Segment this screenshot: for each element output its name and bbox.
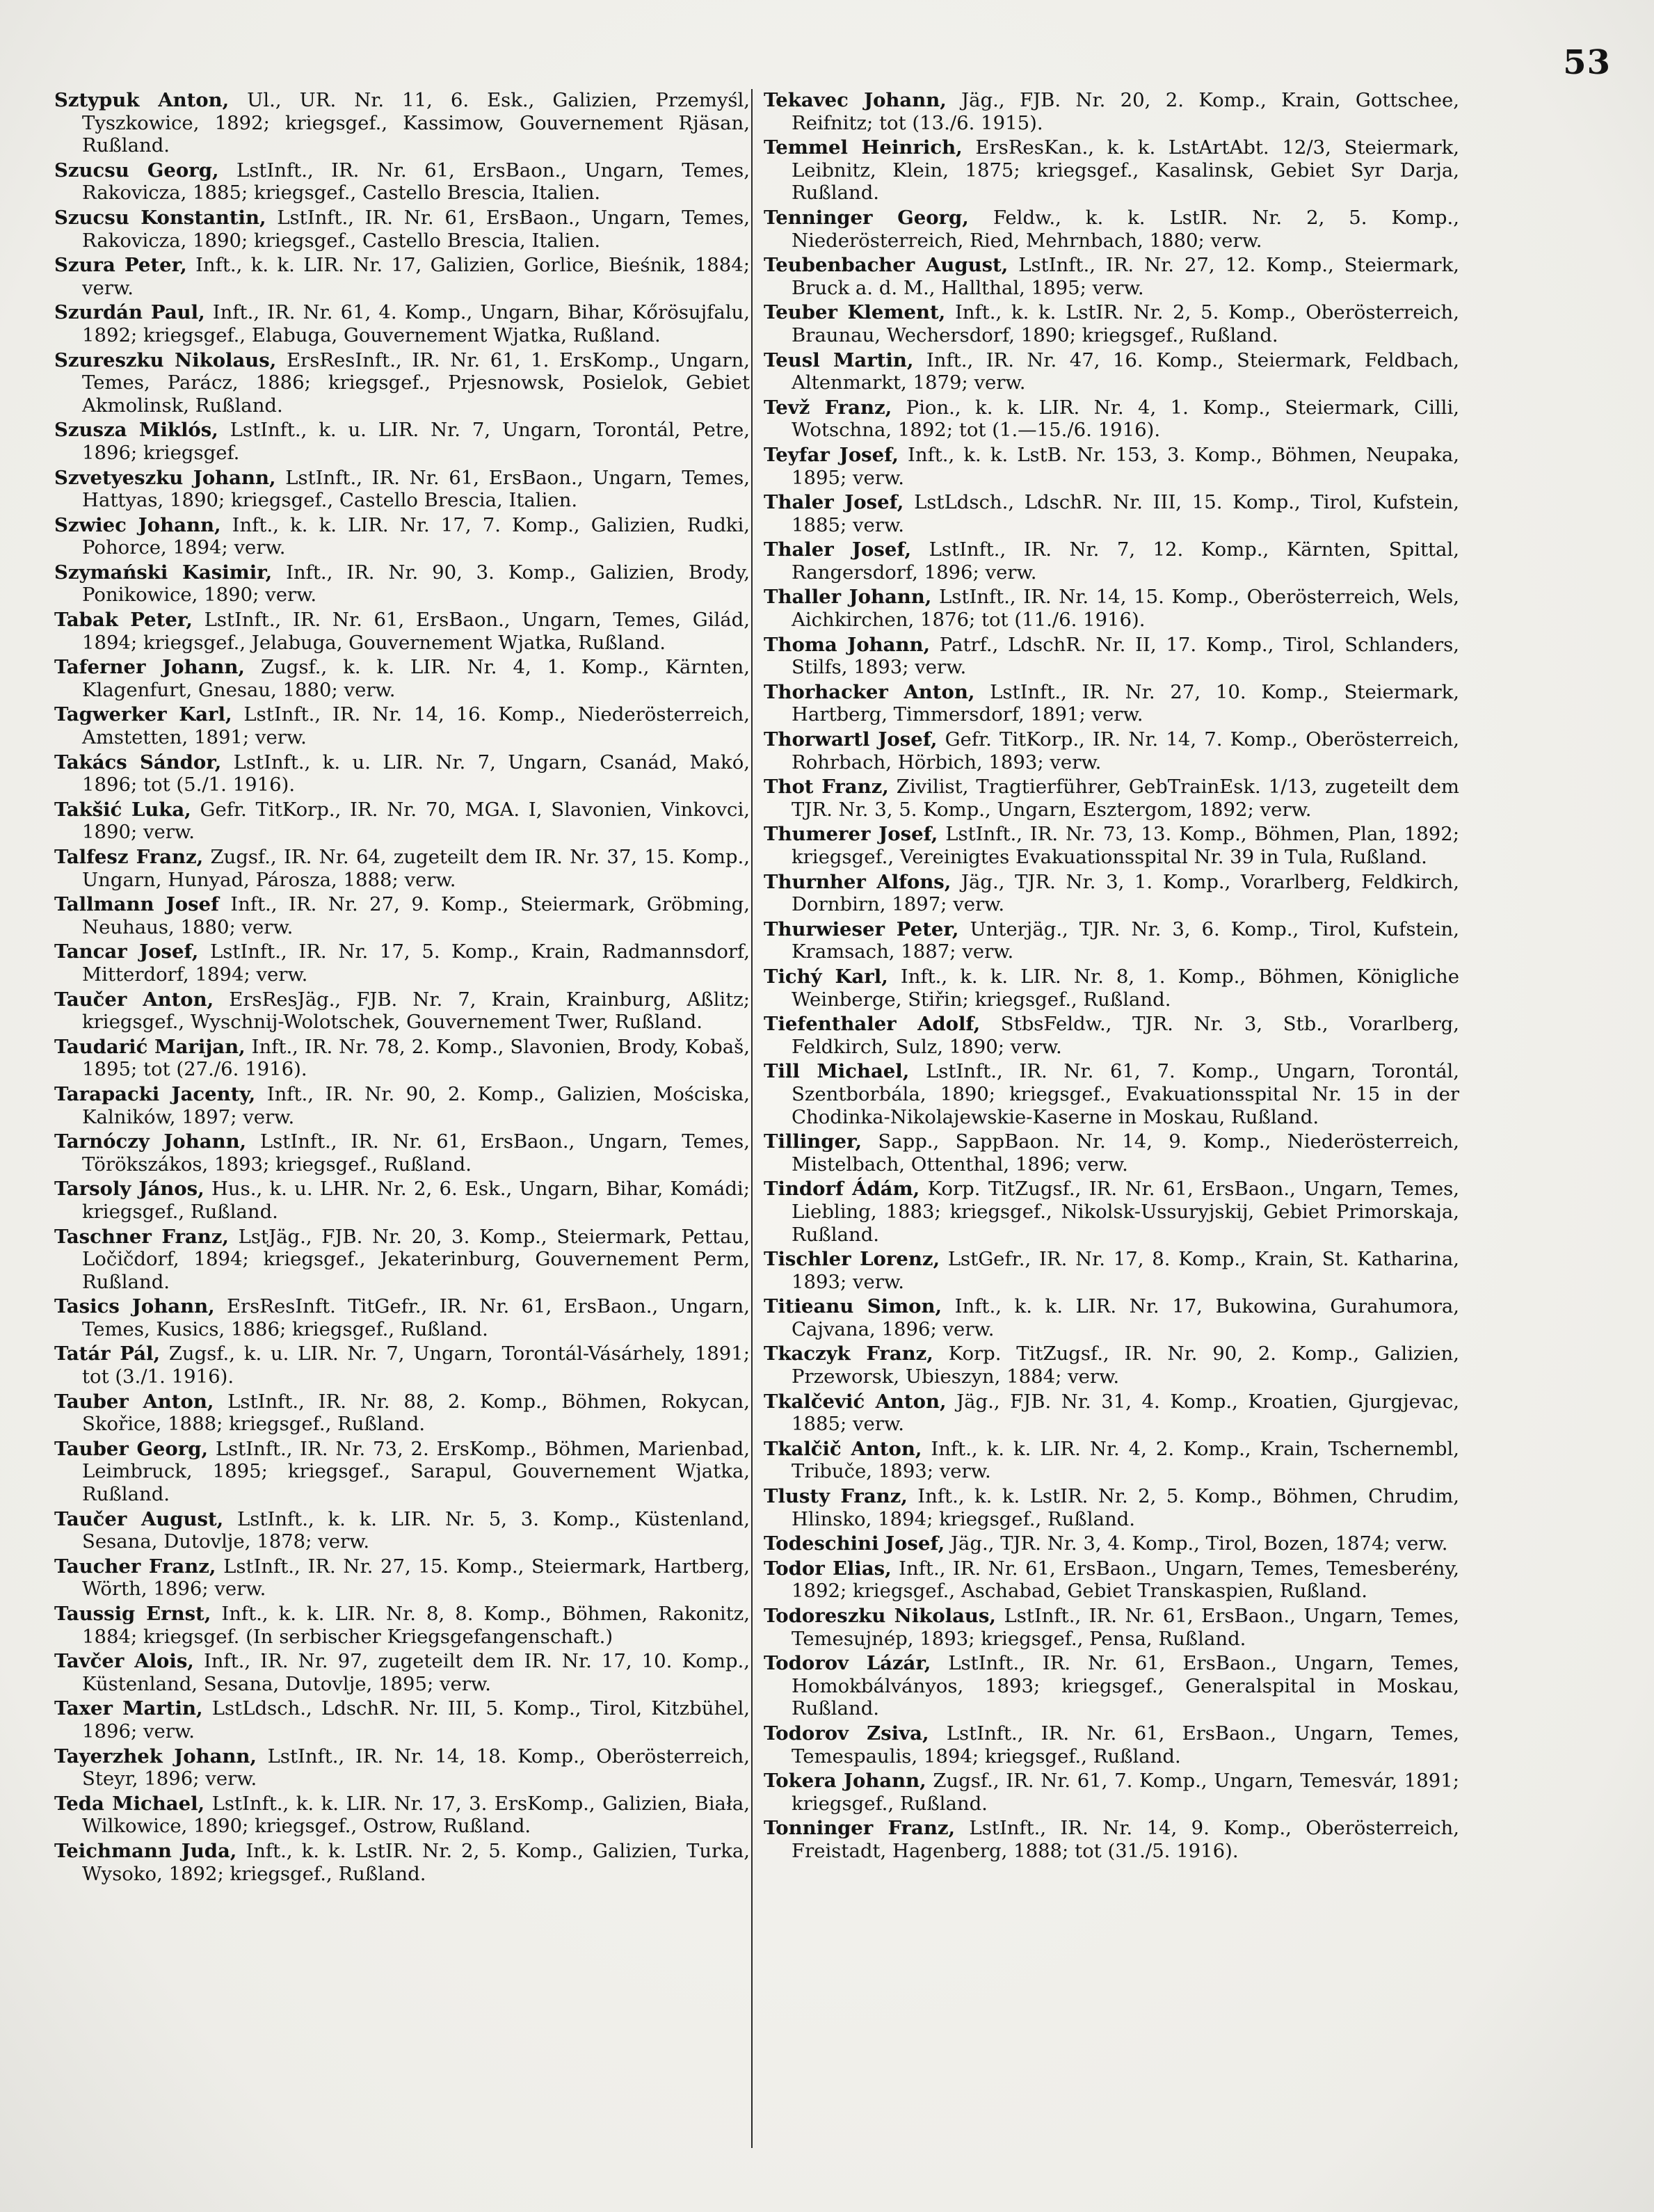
entry-name: Tkalčič Anton, bbox=[764, 1437, 922, 1460]
entry-details: Gefr. TitKorp., IR. Nr. 14, 7. Komp., Oberösterreich, Rohrbach, Hörbich, 1893; verw. bbox=[792, 728, 1459, 774]
entry-name: Thurwieser Peter, bbox=[764, 917, 959, 940]
entry-name: Szura Peter, bbox=[54, 254, 187, 277]
register-entry bbox=[764, 1178, 1459, 1246]
entry-details: Zugsf., IR. Nr. 64, zugeteilt dem IR. Nr. 37, 15. Komp., Ungarn, Hunyad, Párosza, 1888; verw. bbox=[82, 846, 750, 891]
register-entry bbox=[764, 1817, 1459, 1862]
entry-details: Inft., k. k. LIR. Nr. 4, 2. Komp., Krain, Tschernembl, Tribuče, 1893; verw. bbox=[792, 1437, 1459, 1483]
register-entry bbox=[764, 396, 1459, 442]
entry-details: LstJäg., FJB. Nr. 20, 3. Komp., Steiermark, Pettau, Ločičdorf, 1894; kriegsgef., Jekaterinburg, Gouvernement Perm, Rußland. bbox=[82, 1225, 750, 1293]
register-entry bbox=[764, 1532, 1459, 1555]
entry-name: Taucher Franz, bbox=[54, 1555, 216, 1578]
entry-details: LstInft., IR. Nr. 14, 15. Komp., Oberösterreich, Wels, Aichkirchen, 1876; tot (11./6. 1916). bbox=[792, 586, 1459, 632]
register-entry bbox=[54, 1650, 750, 1695]
register-entry bbox=[54, 89, 750, 157]
entry-name: Sztypuk Anton, bbox=[54, 89, 230, 111]
entry-name: Tevž Franz, bbox=[764, 396, 892, 419]
entry-details: LstInft., IR. Nr. 27, 15. Komp., Steiermark, Hartberg, Wörth, 1896; verw. bbox=[82, 1555, 750, 1601]
register-entry bbox=[54, 1130, 750, 1176]
entry-name: Tekavec Johann, bbox=[764, 89, 947, 111]
register-entry bbox=[54, 301, 750, 346]
register-entry bbox=[764, 349, 1459, 394]
entry-details: Inft., k. k. LstB. Nr. 153, 3. Komp., Böhmen, Neupaka, 1895; verw. bbox=[792, 443, 1460, 489]
register-entry bbox=[54, 893, 750, 938]
entry-details: LstInft., IR. Nr. 14, 16. Komp., Niederösterreich, Amstetten, 1891; verw. bbox=[82, 703, 750, 749]
entry-name: Tonninger Franz, bbox=[764, 1817, 956, 1840]
entry-details: LstInft., IR. Nr. 61, 7. Komp., Ungarn, Torontál, Szentborbála, 1890; kriegsgef., Evakuationsspital Nr. 15 in der Chodinka-Nikolajewskie-Kaserne in Moskau, Rußland. bbox=[792, 1060, 1460, 1128]
entry-details: Pion., k. k. LIR. Nr. 4, 1. Komp., Steiermark, Cilli, Wotschna, 1892; tot (1.—15./6. 1916). bbox=[792, 396, 1459, 442]
register-entry bbox=[54, 1697, 750, 1742]
entry-details: Inft., k. k. LIR. Nr. 8, 8. Komp., Böhmen, Rakonitz, 1884; kriegsgef. (In serbischer Kriegsgefangenschaft.) bbox=[82, 1603, 750, 1648]
entry-details: Inft., IR. Nr. 97, zugeteilt dem IR. Nr. 17, 10. Komp., Küstenland, Sesana, Dutovlje, 1895; verw. bbox=[82, 1650, 750, 1695]
entry-details: LstInft., IR. Nr. 14, 9. Komp., Oberösterreich, Freistadt, Hagenberg, 1888; tot (31./5. 1916). bbox=[792, 1817, 1459, 1862]
entry-details: Patrf., LdschR. Nr. II, 17. Komp., Tirol, Schlanders, Stilfs, 1893; verw. bbox=[792, 633, 1459, 679]
entry-details: ErsResInft., IR. Nr. 61, 1. ErsKomp., Ungarn, Temes, Parácz, 1886; kriegsgef., Prjesnowsk, Posielok, Gebiet Akmolinsk, Rußland. bbox=[82, 348, 750, 417]
entry-name: Todoreszku Nikolaus, bbox=[764, 1605, 996, 1627]
register-entry bbox=[764, 1060, 1459, 1128]
entry-details: LstInft., IR. Nr. 7, 12. Komp., Kärnten, Spittal, Rangersdorf, 1896; verw. bbox=[792, 538, 1459, 584]
entry-details: LstInft., IR. Nr. 61, ErsBaon., Ungarn, Temes, Törökszákos, 1893; kriegsgef., Rußland. bbox=[82, 1130, 750, 1176]
entry-details: LstGefr., IR. Nr. 17, 8. Komp., Krain, St. Katharina, 1893; verw. bbox=[792, 1248, 1459, 1293]
entry-name: Tavčer Alois, bbox=[54, 1650, 194, 1673]
register-entry bbox=[54, 988, 750, 1034]
entry-details: Zugsf., k. k. LIR. Nr. 4, 1. Komp., Kärnten, Klagenfurt, Gnesau, 1880; verw. bbox=[82, 656, 750, 701]
entry-details: Inft., IR. Nr. 78, 2. Komp., Slavonien, Brody, Kobaš, 1895; tot (27./6. 1916). bbox=[82, 1035, 750, 1081]
entry-name: Taussig Ernst, bbox=[54, 1603, 211, 1625]
register-entry bbox=[54, 1603, 750, 1648]
entry-name: Tallmann Josef bbox=[54, 893, 219, 916]
entry-name: Szvetyeszku Johann, bbox=[54, 466, 276, 489]
entry-name: Thumerer Josef, bbox=[764, 823, 938, 846]
entry-name: Thorhacker Anton, bbox=[764, 680, 975, 703]
register-entry bbox=[764, 1485, 1459, 1530]
entry-details: LstInft., IR. Nr. 61, ErsBaon., Ungarn, Temes, Rakovicza, 1890; kriegsgef., Castello Brescia, Italien. bbox=[82, 206, 750, 252]
register-entry bbox=[764, 136, 1459, 205]
entry-details: Korp. TitZugsf., IR. Nr. 61, ErsBaon., Ungarn, Temes, Liebling, 1883; kriegsgef., Nikolsk-Ussuryjskij, Gebiet Primorskaja, Rußland. bbox=[792, 1178, 1459, 1246]
entry-details: Inft., IR. Nr. 90, 2. Komp., Galizien, Mościska, Kalników, 1897; verw. bbox=[82, 1082, 750, 1128]
register-entry bbox=[764, 776, 1459, 821]
register-entry bbox=[54, 846, 750, 891]
register-entry bbox=[764, 538, 1459, 584]
entry-name: Tokera Johann, bbox=[764, 1770, 926, 1793]
register-entry bbox=[54, 940, 750, 986]
entry-name: Todeschini Josef, bbox=[764, 1532, 945, 1555]
register-entry bbox=[54, 656, 750, 701]
register-entry bbox=[54, 467, 750, 512]
entry-details: Inft., IR. Nr. 47, 16. Komp., Steiermark, Feldbach, Altenmarkt, 1879; verw. bbox=[792, 348, 1459, 394]
entry-name: Talfesz Franz, bbox=[54, 846, 204, 868]
entry-details: Inft., k. k. LIR. Nr. 8, 1. Komp., Böhmen, Königliche Weinberge, Stiřin; kriegsgef., Rußland. bbox=[792, 965, 1459, 1011]
register-entry bbox=[764, 1013, 1459, 1058]
entry-name: Thoma Johann, bbox=[764, 633, 931, 656]
entry-details: LstInft., IR. Nr. 61, ErsBaon., Ungarn, Temes, Rakovicza, 1885; kriegsgef., Castello Brescia, Italien. bbox=[82, 159, 750, 205]
entry-details: Inft., k. k. LstIR. Nr. 2, 5. Komp., Oberösterreich, Braunau, Wechersdorf, 1890; kriegsgef., Rußland. bbox=[792, 301, 1459, 346]
entry-details: ErsResKan., k. k. LstArtAbt. 12/3, Steiermark, Leibnitz, Klein, 1875; kriegsgef., Kasalinsk, Gebiet Syr Darja, Rußland. bbox=[792, 136, 1459, 205]
entry-name: Tayerzhek Johann, bbox=[54, 1745, 257, 1768]
register-entry bbox=[54, 1745, 750, 1790]
entry-name: Tarsoly János, bbox=[54, 1178, 204, 1201]
entry-name: Taučer Anton, bbox=[54, 988, 214, 1011]
register-entry bbox=[764, 871, 1459, 916]
entry-details: LstInft., k. u. LIR. Nr. 7, Ungarn, Torontál, Petre, 1896; kriegsgef. bbox=[82, 419, 750, 464]
entry-details: Inft., IR. Nr. 61, ErsBaon., Ungarn, Temes, Temesberény, 1892; kriegsgef., Aschabad, Gebiet Transkaspien, Rußland. bbox=[792, 1557, 1459, 1603]
entry-details: Hus., k. u. LHR. Nr. 2, 6. Esk., Ungarn, Bihar, Komádi; kriegsgef., Rußland. bbox=[82, 1178, 750, 1223]
entry-details: LstInft., IR. Nr. 14, 18. Komp., Oberösterreich, Steyr, 1896; verw. bbox=[82, 1745, 750, 1790]
entry-name: Teuber Klement, bbox=[764, 301, 946, 324]
register-entry bbox=[764, 1722, 1459, 1768]
entry-name: Taučer August, bbox=[54, 1507, 224, 1530]
entry-name: Thot Franz, bbox=[764, 776, 889, 799]
entry-name: Tarapacki Jacenty, bbox=[54, 1082, 256, 1105]
register-entry bbox=[54, 1793, 750, 1838]
register-entry bbox=[54, 609, 750, 654]
column-divider bbox=[751, 89, 753, 2148]
entry-details: Feldw., k. k. LstIR. Nr. 2, 5. Komp., Niederösterreich, Ried, Mehrnbach, 1880; verw. bbox=[792, 206, 1459, 252]
register-entry bbox=[54, 419, 750, 464]
entry-details: LstInft., k. k. LIR. Nr. 5, 3. Komp., Küstenland, Sesana, Dutovlje, 1878; verw. bbox=[82, 1507, 750, 1553]
entry-name: Thaler Josef, bbox=[764, 491, 904, 514]
register-entry bbox=[54, 561, 750, 607]
register-entry bbox=[764, 681, 1459, 726]
entry-details: LstInft., IR. Nr. 61, ErsBaon., Ungarn, Temes, Homokbálványos, 1893; kriegsgef., Generalspital in Moskau, Rußland. bbox=[792, 1652, 1459, 1720]
register-entry bbox=[764, 1390, 1459, 1436]
entry-name: Tenninger Georg, bbox=[764, 206, 969, 229]
register-entry bbox=[764, 301, 1459, 346]
entry-details: LstInft., IR. Nr. 73, 13. Komp., Böhmen, Plan, 1892; kriegsgef., Vereinigtes Evakuationsspital Nr. 39 in Tula, Rußland. bbox=[792, 823, 1459, 868]
right-column bbox=[764, 89, 1459, 1865]
entry-details: LstInft., k. u. LIR. Nr. 7, Ungarn, Csanád, Makó, 1896; tot (5./1. 1916). bbox=[82, 751, 750, 796]
register-entry bbox=[764, 634, 1459, 679]
register-entry bbox=[54, 1840, 750, 1885]
register-entry bbox=[764, 1343, 1459, 1388]
entry-name: Tiefenthaler Adolf, bbox=[764, 1013, 981, 1036]
entry-details: ErsResJäg., FJB. Nr. 7, Krain, Krainburg, Aßlitz; kriegsgef., Wyschnij-Wolotschek, Gouvernement Twer, Rußland. bbox=[82, 988, 750, 1034]
register-entry bbox=[764, 586, 1459, 631]
entry-name: Thorwartl Josef, bbox=[764, 728, 938, 751]
register-entry bbox=[54, 1438, 750, 1506]
entry-name: Todorov Lázár, bbox=[764, 1652, 931, 1675]
entry-details: Unterjäg., TJR. Nr. 3, 6. Komp., Tirol, Kufstein, Kramsach, 1887; verw. bbox=[792, 917, 1460, 963]
register-entry bbox=[54, 1083, 750, 1128]
entry-name: Todor Elias, bbox=[764, 1557, 892, 1580]
entry-name: Tauber Anton, bbox=[54, 1390, 214, 1413]
entry-details: Zugsf., k. u. LIR. Nr. 7, Ungarn, Torontál-Vásárhely, 1891; tot (3./1. 1916). bbox=[82, 1343, 750, 1388]
entry-name: Taschner Franz, bbox=[54, 1225, 229, 1248]
register-entry bbox=[764, 1557, 1459, 1603]
entry-details: LstInft., IR. Nr. 27, 12. Komp., Steiermark, Bruck a. d. M., Hallthal, 1895; verw. bbox=[792, 254, 1459, 299]
entry-name: Tkaczyk Franz, bbox=[764, 1343, 933, 1365]
entry-details: Inft., k. k. LIR. Nr. 17, Galizien, Gorlice, Bieśnik, 1884; verw. bbox=[82, 254, 750, 299]
entry-details: Zugsf., IR. Nr. 61, 7. Komp., Ungarn, Temesvár, 1891; kriegsgef., Rußland. bbox=[792, 1770, 1459, 1815]
entry-details: Korp. TitZugsf., IR. Nr. 90, 2. Komp., Galizien, Przeworsk, Ubieszyn, 1884; verw. bbox=[792, 1343, 1460, 1388]
entry-name: Teusl Martin, bbox=[764, 348, 914, 371]
entry-details: LstInft., IR. Nr. 61, ErsBaon., Ungarn, Temes, Temespaulis, 1894; kriegsgef., Rußland. bbox=[792, 1722, 1459, 1768]
register-entry bbox=[764, 207, 1459, 252]
register-entry bbox=[764, 1295, 1459, 1340]
register-entry bbox=[764, 1248, 1459, 1293]
entry-name: Teyfar Josef, bbox=[764, 443, 899, 466]
entry-name: Todorov Zsiva, bbox=[764, 1722, 929, 1745]
register-entry bbox=[54, 1508, 750, 1553]
entry-name: Teda Michael, bbox=[54, 1792, 205, 1815]
register-entry bbox=[54, 1178, 750, 1223]
entry-name: Taudarić Marijan, bbox=[54, 1035, 246, 1058]
register-entry bbox=[764, 918, 1459, 963]
entry-name: Till Michael, bbox=[764, 1060, 910, 1083]
entry-name: Tkalčević Anton, bbox=[764, 1390, 947, 1413]
entry-name: Szusza Miklós, bbox=[54, 419, 218, 442]
entry-name: Tillinger, bbox=[764, 1130, 862, 1153]
entry-name: Tichý Karl, bbox=[764, 965, 888, 988]
entry-details: Gefr. TitKorp., IR. Nr. 70, MGA. I, Slavonien, Vinkovci, 1890; verw. bbox=[82, 798, 750, 844]
register-entry bbox=[54, 703, 750, 748]
entry-name: Tagwerker Karl, bbox=[54, 703, 232, 726]
entry-name: Tindorf Ádám, bbox=[764, 1178, 920, 1201]
entry-name: Temmel Heinrich, bbox=[764, 136, 963, 159]
entry-name: Szucsu Georg, bbox=[54, 159, 219, 182]
entry-name: Thurnher Alfons, bbox=[764, 870, 952, 893]
entry-name: Szucsu Konstantin, bbox=[54, 206, 266, 229]
register-entry bbox=[54, 1036, 750, 1081]
entry-details: Inft., IR. Nr. 61, 4. Komp., Ungarn, Bihar, Kőrösujfalu, 1892; kriegsgef., Elabuga, Gouvernement Wjatka, Rußland. bbox=[82, 301, 750, 346]
entry-name: Thaller Johann, bbox=[764, 586, 932, 609]
register-entry bbox=[54, 1555, 750, 1601]
entry-details: Inft., k. k. LIR. Nr. 17, 7. Komp., Galizien, Rudki, Pohorce, 1894; verw. bbox=[82, 513, 750, 559]
entry-details: Jäg., TJR. Nr. 3, 4. Komp., Tirol, Bozen, 1874; verw. bbox=[945, 1532, 1448, 1555]
entry-name: Titieanu Simon, bbox=[764, 1295, 942, 1318]
register-entry bbox=[54, 1226, 750, 1294]
entry-details: ErsResInft. TitGefr., IR. Nr. 61, ErsBaon., Ungarn, Temes, Kusics, 1886; kriegsgef., Rußland. bbox=[82, 1295, 750, 1340]
entry-details: LstInft., IR. Nr. 61, ErsBaon., Ungarn, Temes, Temesujnép, 1893; kriegsgef., Pensa, Rußland. bbox=[792, 1605, 1459, 1650]
entry-details: LstInft., IR. Nr. 88, 2. Komp., Böhmen, Rokycan, Skořice, 1888; kriegsgef., Rußland. bbox=[82, 1390, 750, 1436]
register-entry bbox=[54, 159, 750, 205]
entry-name: Tasics Johann, bbox=[54, 1295, 215, 1318]
entry-details: Jäg., TJR. Nr. 3, 1. Komp., Vorarlberg, Feldkirch, Dornbirn, 1897; verw. bbox=[792, 870, 1459, 916]
entry-name: Thaler Josef, bbox=[764, 538, 912, 561]
entry-name: Tatár Pál, bbox=[54, 1343, 161, 1365]
entry-name: Tlusty Franz, bbox=[764, 1485, 908, 1508]
entry-name: Tauber Georg, bbox=[54, 1437, 209, 1460]
entry-details: Inft., k. k. LIR. Nr. 17, Bukowina, Gurahumora, Cajvana, 1896; verw. bbox=[792, 1295, 1459, 1340]
entry-name: Tischler Lorenz, bbox=[764, 1248, 940, 1271]
entry-details: Ul., UR. Nr. 11, 6. Esk., Galizien, Przemyśl, Tyszkowice, 1892; kriegsgef., Kassimow, Gouvernement Rjäsan, Rußland. bbox=[82, 89, 750, 157]
entry-details: Inft., k. k. LstIR. Nr. 2, 5. Komp., Böhmen, Chrudim, Hlinsko, 1894; kriegsgef., Rußland. bbox=[792, 1485, 1459, 1530]
entry-name: Szymański Kasimir, bbox=[54, 561, 273, 584]
entry-name: Taferner Johann, bbox=[54, 656, 245, 679]
entry-name: Tarnóczy Johann, bbox=[54, 1130, 247, 1153]
entry-details: Sapp., SappBaon. Nr. 14, 9. Komp., Niederösterreich, Mistelbach, Ottenthal, 1896; verw. bbox=[792, 1130, 1459, 1176]
register-entry bbox=[764, 728, 1459, 774]
entry-name: Takšić Luka, bbox=[54, 798, 191, 821]
entry-name: Takács Sándor, bbox=[54, 751, 222, 774]
entry-details: LstLdsch., LdschR. Nr. III, 15. Komp., Tirol, Kufstein, 1885; verw. bbox=[792, 491, 1459, 536]
entry-name: Teichmann Juda, bbox=[54, 1839, 237, 1862]
entry-details: Inft., k. k. LstIR. Nr. 2, 5. Komp., Galizien, Turka, Wysoko, 1892; kriegsgef., Rußland. bbox=[82, 1839, 750, 1885]
entry-details: Jäg., FJB. Nr. 20, 2. Komp., Krain, Gottschee, Reifnitz; tot (13./6. 1915). bbox=[792, 89, 1459, 134]
entry-details: LstLdsch., LdschR. Nr. III, 5. Komp., Tirol, Kitzbühel, 1896; verw. bbox=[82, 1697, 750, 1742]
register-entry bbox=[764, 1605, 1459, 1650]
page-number: 53 bbox=[1563, 43, 1611, 82]
entry-details: Inft., IR. Nr. 90, 3. Komp., Galizien, Brody, Ponikowice, 1890; verw. bbox=[82, 561, 750, 607]
register-entry bbox=[764, 1130, 1459, 1176]
register-entry bbox=[54, 514, 750, 559]
entry-name: Szwiec Johann, bbox=[54, 513, 221, 536]
entry-details: Jäg., FJB. Nr. 31, 4. Komp., Kroatien, Gjurgjevac, 1885; verw. bbox=[792, 1390, 1459, 1436]
register-entry bbox=[54, 1295, 750, 1340]
register-entry bbox=[764, 491, 1459, 536]
entry-details: LstInft., IR. Nr. 17, 5. Komp., Krain, Radmannsdorf, Mitterdorf, 1894; verw. bbox=[82, 940, 750, 986]
register-entry bbox=[764, 89, 1459, 134]
register-entry bbox=[764, 444, 1459, 489]
register-entry bbox=[764, 254, 1459, 299]
entry-details: StbsFeldw., TJR. Nr. 3, Stb., Vorarlberg, Feldkirch, Sulz, 1890; verw. bbox=[792, 1013, 1459, 1058]
register-entry bbox=[54, 207, 750, 252]
register-entry bbox=[54, 1343, 750, 1388]
entry-name: Szureszku Nikolaus, bbox=[54, 348, 277, 371]
register-entry bbox=[54, 254, 750, 299]
register-entry bbox=[764, 965, 1459, 1011]
entry-details: LstInft., IR. Nr. 61, ErsBaon., Ungarn, Temes, Gilád, 1894; kriegsgef., Jelabuga, Gouvernement Wjatka, Rußland. bbox=[82, 609, 750, 654]
register-entry bbox=[54, 1390, 750, 1436]
register-entry bbox=[54, 799, 750, 844]
register-entry bbox=[764, 823, 1459, 868]
register-entry bbox=[764, 1438, 1459, 1483]
register-entry bbox=[764, 1652, 1459, 1720]
entry-details: LstInft., IR. Nr. 27, 10. Komp., Steiermark, Hartberg, Timmersdorf, 1891; verw. bbox=[792, 680, 1459, 726]
entry-details: Zivilist, Tragtierführer, GebTrainEsk. 1/13, zugeteilt dem TJR. Nr. 3, 5. Komp., Ungarn, Esztergom, 1892; verw. bbox=[792, 776, 1459, 821]
entry-name: Szurdán Paul, bbox=[54, 301, 205, 324]
register-entry bbox=[764, 1770, 1459, 1815]
entry-details: LstInft., IR. Nr. 73, 2. ErsKomp., Böhmen, Marienbad, Leimbruck, 1895; kriegsgef., Sarapul, Gouvernement Wjatka, Rußland. bbox=[82, 1437, 750, 1506]
register-entry bbox=[54, 349, 750, 417]
entry-name: Teubenbacher August, bbox=[764, 254, 1009, 277]
entry-name: Tabak Peter, bbox=[54, 609, 193, 632]
left-column bbox=[54, 89, 750, 1887]
entry-details: LstInft., IR. Nr. 61, ErsBaon., Ungarn, Temes, Hattyas, 1890; kriegsgef., Castello Brescia, Italien. bbox=[82, 466, 750, 512]
entry-name: Tancar Josef, bbox=[54, 940, 199, 963]
register-entry bbox=[54, 751, 750, 796]
entry-details: Inft., IR. Nr. 27, 9. Komp., Steiermark, Gröbming, Neuhaus, 1880; verw. bbox=[82, 893, 750, 938]
entry-name: Taxer Martin, bbox=[54, 1697, 203, 1720]
entry-details: LstInft., k. k. LIR. Nr. 17, 3. ErsKomp., Galizien, Biała, Wilkowice, 1890; kriegsgef., Ostrow, Rußland. bbox=[82, 1792, 750, 1838]
